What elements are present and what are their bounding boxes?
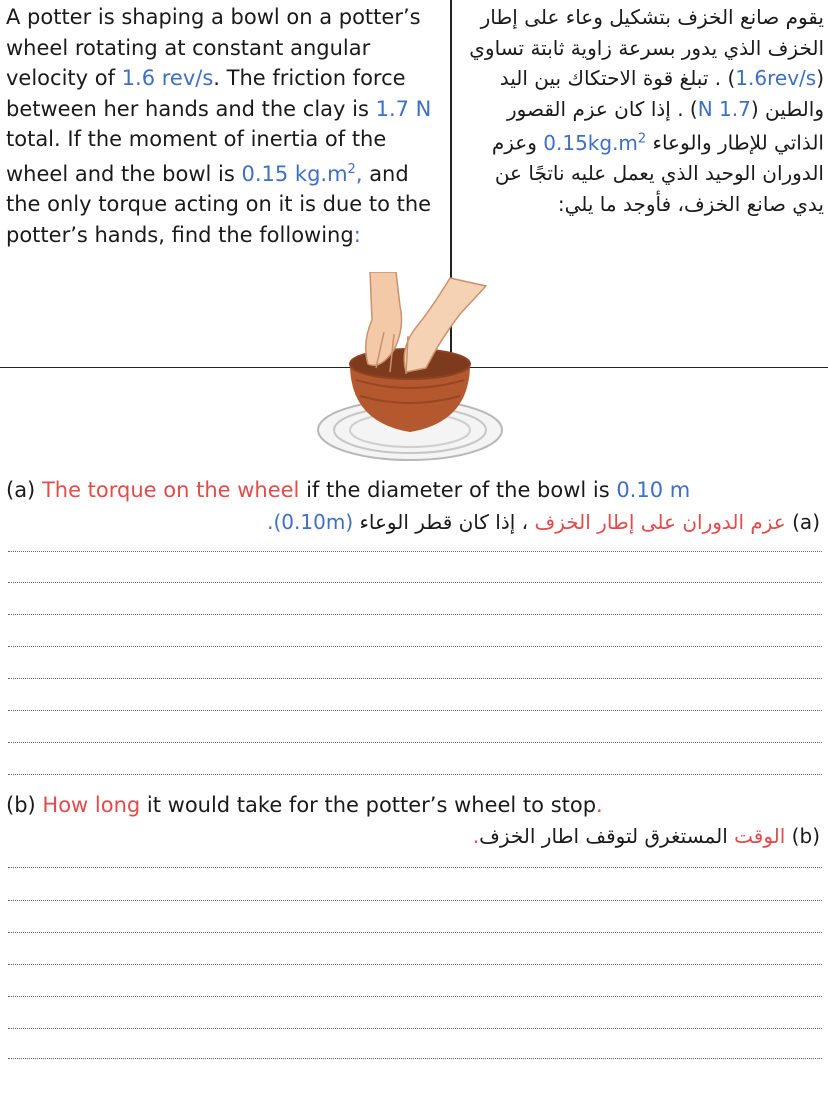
problem-text-english xyxy=(6,2,444,250)
friction-force-value: 1.7 N xyxy=(375,96,432,121)
answer-line-b-6[interactable] xyxy=(8,1028,822,1029)
question-b-label: (b) xyxy=(6,793,43,817)
inertia-exponent-ar: 2 xyxy=(637,131,647,146)
problem-en-intro: A potter is shaping a bowl on a potter’s wheel rotating at constant angular velocity of xyxy=(6,5,421,90)
answer-line-a-3[interactable] xyxy=(8,614,822,615)
answer-line-a-2[interactable] xyxy=(8,582,822,583)
question-b-english xyxy=(6,791,603,819)
answer-line-b-7[interactable] xyxy=(8,1058,822,1059)
question-b-ar-middle: المستغرق لتوقف اطار الخزف xyxy=(479,824,735,848)
problem-ar-part1: يقوم صانع الخزف بتشكيل وعاء على إطار الخزف الذي يدور بسرعة زاوية ثابتة تساوي ( xyxy=(469,5,824,90)
question-a-english xyxy=(6,476,690,504)
answer-line-a-6[interactable] xyxy=(8,710,822,711)
moment-of-inertia-value-ar xyxy=(543,131,646,155)
angular-velocity-value-ar: 1.6rev/s xyxy=(735,66,817,90)
answer-line-b-4[interactable] xyxy=(8,964,822,965)
answer-line-a-1[interactable] xyxy=(8,551,822,552)
inertia-base-ar: 0.15kg.m xyxy=(543,130,638,155)
moment-of-inertia-value xyxy=(241,162,362,186)
question-a-ar-highlight: عزم الدوران على إطار الخزف xyxy=(534,510,786,534)
potter-wheel-illustration xyxy=(310,272,510,462)
question-b-arabic xyxy=(40,822,820,850)
question-a-middle: if the diameter of the bowl is xyxy=(299,478,617,502)
answer-line-b-1[interactable] xyxy=(8,867,822,868)
problem-ar-part2: ) . تبلغ قوة الاحتكاك بين اليد والطين ( xyxy=(499,66,824,121)
inertia-base: 0.15 kg.m xyxy=(241,161,348,186)
problem-en-colon: : xyxy=(353,222,361,247)
question-a-arabic xyxy=(40,508,820,536)
question-b-ar-highlight: الوقت xyxy=(734,824,786,848)
problem-en-part2: . The friction force between her hands and the clay is xyxy=(6,66,406,121)
question-b-ar-label: (b) xyxy=(785,824,820,848)
bowl-diameter-value: 0.10 m xyxy=(616,478,691,502)
question-a-ar-middle: ، إذا كان قطر الوعاء xyxy=(353,510,535,534)
question-a-highlight: The torque on the wheel xyxy=(41,478,300,502)
question-a-ar-period: . xyxy=(267,510,274,534)
problem-en-part3: total. If the moment of inertia of the wheel and the bowl is xyxy=(6,127,387,186)
answer-line-b-5[interactable] xyxy=(8,996,822,997)
bowl-diameter-value-ar: (0.10m) xyxy=(273,510,354,534)
inertia-exponent: 2 xyxy=(347,161,356,177)
problem-text-arabic xyxy=(462,2,824,219)
question-b-middle: it would take for the potter’s wheel to stop xyxy=(140,793,597,817)
question-b-ar-period: . xyxy=(472,824,480,848)
question-a-ar-label: (a) xyxy=(785,510,820,534)
answer-line-a-8[interactable] xyxy=(8,774,822,775)
answer-line-a-4[interactable] xyxy=(8,646,822,647)
answer-line-b-2[interactable] xyxy=(8,900,822,901)
question-a-label: (a) xyxy=(6,478,42,502)
answer-line-b-3[interactable] xyxy=(8,932,822,933)
problem-en-part4: and the only torque acting on it is due to the potter’s hands, find the following xyxy=(6,161,432,247)
answer-line-a-7[interactable] xyxy=(8,742,822,743)
problem-ar-part3: ) . إذا كان عزم القصور الذاتي للإطار والوعاء xyxy=(506,96,824,155)
problem-ar-part4: وعزم الدوران الوحيد الذي يعمل عليه ناتجًا عن يدي صانع الخزف، فأوجد ما يلي: xyxy=(491,130,824,216)
angular-velocity-value: 1.6 rev/s xyxy=(121,66,214,90)
answer-line-a-5[interactable] xyxy=(8,678,822,679)
friction-force-value-ar: 1.7 N xyxy=(697,96,751,121)
inertia-comma: , xyxy=(355,161,363,186)
question-b-highlight: How long xyxy=(42,793,141,817)
question-b-period: . xyxy=(596,793,603,817)
